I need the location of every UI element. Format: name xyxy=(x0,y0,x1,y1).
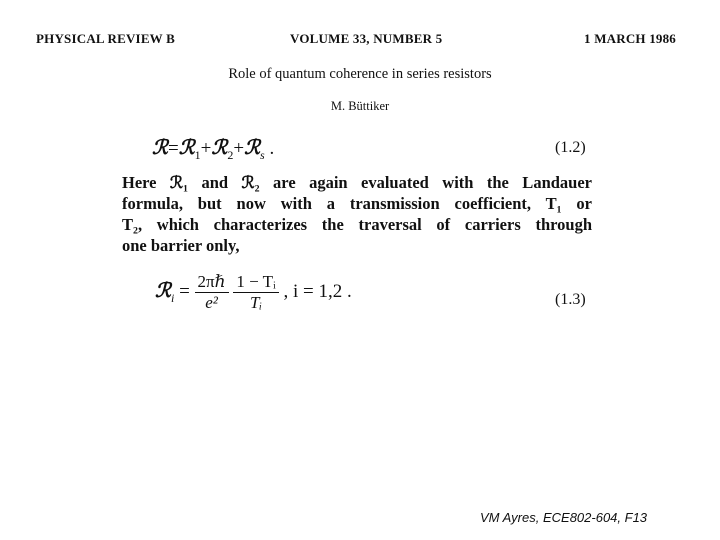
equation-number-1-3: (1.3) xyxy=(555,291,586,308)
volume-number: VOLUME 33, NUMBER 5 xyxy=(290,31,443,46)
article-author: M. Büttiker xyxy=(330,99,390,113)
article-title: Role of quantum coherence in series resistors xyxy=(228,66,492,82)
fraction-planck-over-charge: $\frac{\text{2πℏ}}{\text{e²}}$ xyxy=(195,272,229,313)
paragraph-line: formula, but now with a transmission coefficient, T₁ or xyxy=(122,194,592,213)
journal-header xyxy=(36,31,680,51)
paragraph-line: one barrier only, xyxy=(122,236,240,255)
fraction-transmission: $\frac{\text{1 − Tᵢ}}{\text{Tᵢ}}$ xyxy=(233,272,278,313)
resistance-symbol: ℛ xyxy=(152,135,168,159)
journal-name: PHYSICAL REVIEW B xyxy=(36,31,175,46)
paragraph-line: Here ℛ₁ and ℛ₂ are again evaluated with the Landauer xyxy=(122,173,592,192)
footer-credit: VM Ayres, ECE802-604, F13 xyxy=(480,510,648,525)
equation-1-2: ℛ=ℛ$_1$+ℛ$_2$+ℛ$_s$ . xyxy=(152,135,275,162)
paragraph-line: T₂, which characterizes the traversal of carriers through xyxy=(122,215,592,234)
resistance-symbol: ℛ xyxy=(155,277,171,302)
issue-date: 1 MARCH 1986 xyxy=(584,31,676,46)
equation-number-1-2: (1.2) xyxy=(555,139,586,156)
equation-1-3: ℛ$_i$ = $\frac{\text{2πℏ}}{\text{e²}}$ $\frac{\text{1 − Tᵢ}}{\text{Tᵢ}}$ , i = 1,2 . xyxy=(155,272,352,312)
body-paragraph xyxy=(122,172,592,256)
